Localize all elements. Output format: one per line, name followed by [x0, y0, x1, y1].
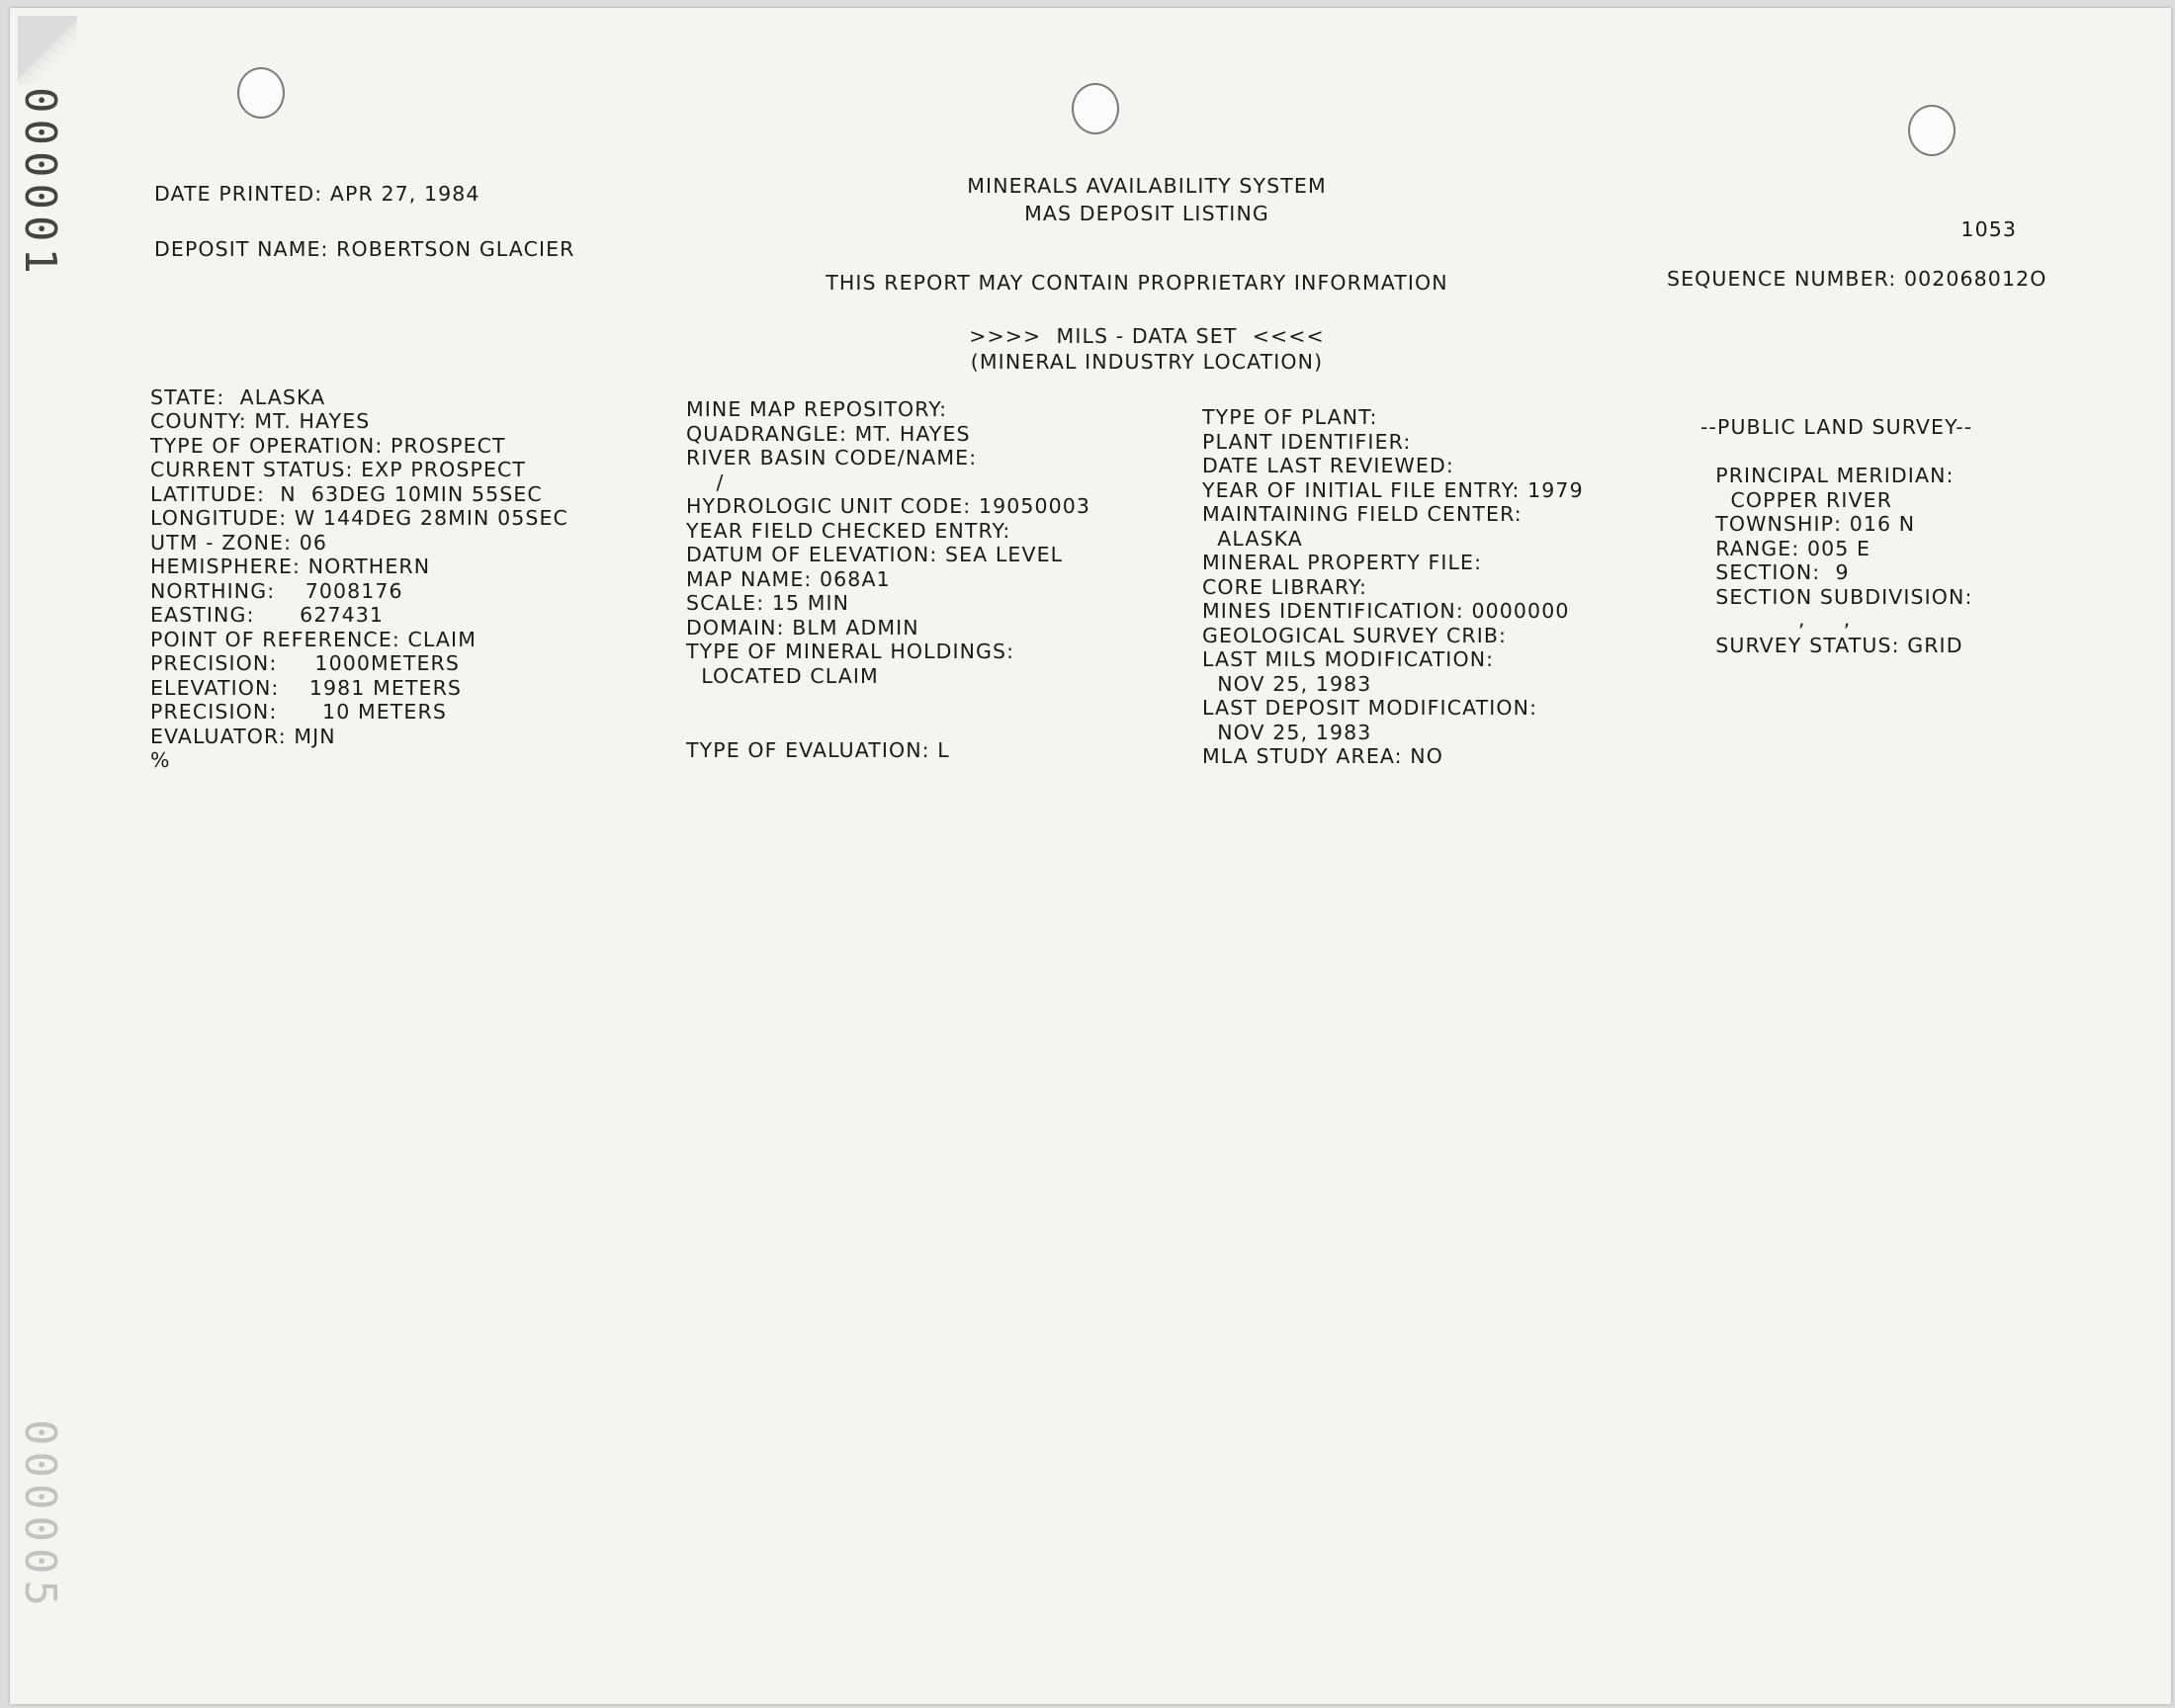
field-last-mils-modification-date: NOV 25, 1983	[1202, 672, 1372, 696]
field-maintaining-center-value: ALASKA	[1202, 527, 1303, 551]
field-latitude: LATITUDE: N 63DEG 10MIN 55SEC	[150, 482, 543, 506]
field-evaluator: EVALUATOR: MJN	[150, 725, 336, 748]
dataset-subtitle: (MINERAL INDUSTRY LOCATION)	[970, 350, 1324, 374]
margin-number-bottom: 000005	[15, 1419, 65, 1612]
field-precision: PRECISION: 1000METERS	[150, 651, 460, 675]
field-current-status: CURRENT STATUS: EXP PROSPECT	[150, 458, 527, 481]
proprietary-notice: THIS REPORT MAY CONTAIN PROPRIETARY INFORMATION	[826, 271, 1448, 295]
field-range: RANGE: 005 E	[1700, 537, 1871, 560]
field-mla-study-area: MLA STUDY AREA: NO	[1202, 744, 1443, 768]
field-core-library: CORE LIBRARY:	[1202, 575, 1368, 599]
field-domain: DOMAIN: BLM ADMIN	[686, 616, 919, 640]
field-last-deposit-modification-date: NOV 25, 1983	[1202, 721, 1372, 744]
field-river-basin-value: /	[686, 470, 725, 494]
field-hydrologic-unit-code: HYDROLOGIC UNIT CODE: 19050003	[686, 494, 1091, 518]
field-county: COUNTY: MT. HAYES	[150, 409, 371, 433]
field-operation-type: TYPE OF OPERATION: PROSPECT	[150, 434, 506, 458]
field-hemisphere: HEMISPHERE: NORTHERN	[150, 555, 431, 578]
field-mineral-property-file: MINERAL PROPERTY FILE:	[1202, 551, 1483, 574]
field-elevation: ELEVATION: 1981 METERS	[150, 676, 463, 700]
punch-hole	[1908, 105, 1956, 156]
field-geological-survey-crib: GEOLOGICAL SURVEY CRIB:	[1202, 624, 1508, 647]
field-last-mils-modification: LAST MILS MODIFICATION:	[1202, 647, 1495, 671]
field-northing: NORTHING: 7008176	[150, 579, 403, 603]
field-easting: EASTING: 627431	[150, 603, 385, 627]
date-printed: DATE PRINTED: APR 27, 1984	[154, 182, 480, 206]
field-initial-file-entry: YEAR OF INITIAL FILE ENTRY: 1979	[1202, 478, 1584, 502]
field-last-deposit-modification: LAST DEPOSIT MODIFICATION:	[1202, 696, 1538, 720]
field-utm-zone: UTM - ZONE: 06	[150, 531, 328, 555]
field-point-of-reference: POINT OF REFERENCE: CLAIM	[150, 628, 477, 651]
field-principal-meridian-value: COPPER RIVER	[1700, 488, 1893, 512]
field-datum-of-elevation: DATUM OF ELEVATION: SEA LEVEL	[686, 543, 1064, 566]
field-year-field-checked: YEAR FIELD CHECKED ENTRY:	[686, 519, 1011, 543]
page-number: 1053	[1960, 217, 2017, 241]
torn-corner	[18, 16, 77, 85]
system-title: MINERALS AVAILABILITY SYSTEM	[967, 174, 1327, 198]
field-mines-identification: MINES IDENTIFICATION: 0000000	[1202, 599, 1570, 623]
dataset-title: >>>> MILS - DATA SET <<<<	[969, 324, 1325, 348]
field-state: STATE: ALASKA	[150, 385, 326, 409]
listing-title: MAS DEPOSIT LISTING	[1024, 202, 1269, 225]
punch-hole	[1072, 83, 1119, 134]
field-elevation-precision: PRECISION: 10 METERS	[150, 700, 447, 724]
field-type-of-evaluation: TYPE OF EVALUATION: L	[686, 738, 950, 762]
punch-hole	[237, 67, 285, 119]
sequence-number: SEQUENCE NUMBER: 002068012O	[1667, 267, 2047, 291]
field-type-of-plant: TYPE OF PLANT:	[1202, 405, 1378, 429]
field-section-subdivision-value: , ,	[1700, 607, 1852, 631]
field-section-subdivision: SECTION SUBDIVISION:	[1700, 585, 1973, 609]
margin-number-top: 000001	[15, 87, 65, 280]
field-maintaining-center: MAINTAINING FIELD CENTER:	[1202, 502, 1522, 526]
field-longitude: LONGITUDE: W 144DEG 28MIN 05SEC	[150, 506, 568, 530]
field-survey-status: SURVEY STATUS: GRID	[1700, 634, 1963, 657]
field-plant-identifier: PLANT IDENTIFIER:	[1202, 430, 1412, 454]
field-township: TOWNSHIP: 016 N	[1700, 512, 1916, 536]
field-principal-meridian: PRINCIPAL MERIDIAN:	[1700, 464, 1955, 487]
field-mineral-holdings: TYPE OF MINERAL HOLDINGS:	[686, 640, 1015, 663]
field-map-name: MAP NAME: 068A1	[686, 567, 891, 591]
field-mine-map-repository: MINE MAP REPOSITORY:	[686, 397, 948, 421]
field-scale: SCALE: 15 MIN	[686, 591, 850, 615]
public-land-survey-heading: --PUBLIC LAND SURVEY--	[1700, 415, 1973, 439]
field-quadrangle: QUADRANGLE: MT. HAYES	[686, 422, 971, 446]
field-mineral-holdings-value: LOCATED CLAIM	[686, 664, 879, 688]
document-page	[10, 8, 2171, 1704]
deposit-name: DEPOSIT NAME: ROBERTSON GLACIER	[154, 237, 575, 261]
field-river-basin: RIVER BASIN CODE/NAME:	[686, 446, 978, 470]
end-marker: %	[150, 748, 171, 772]
field-section: SECTION: 9	[1700, 560, 1850, 584]
field-date-last-reviewed: DATE LAST REVIEWED:	[1202, 454, 1454, 477]
